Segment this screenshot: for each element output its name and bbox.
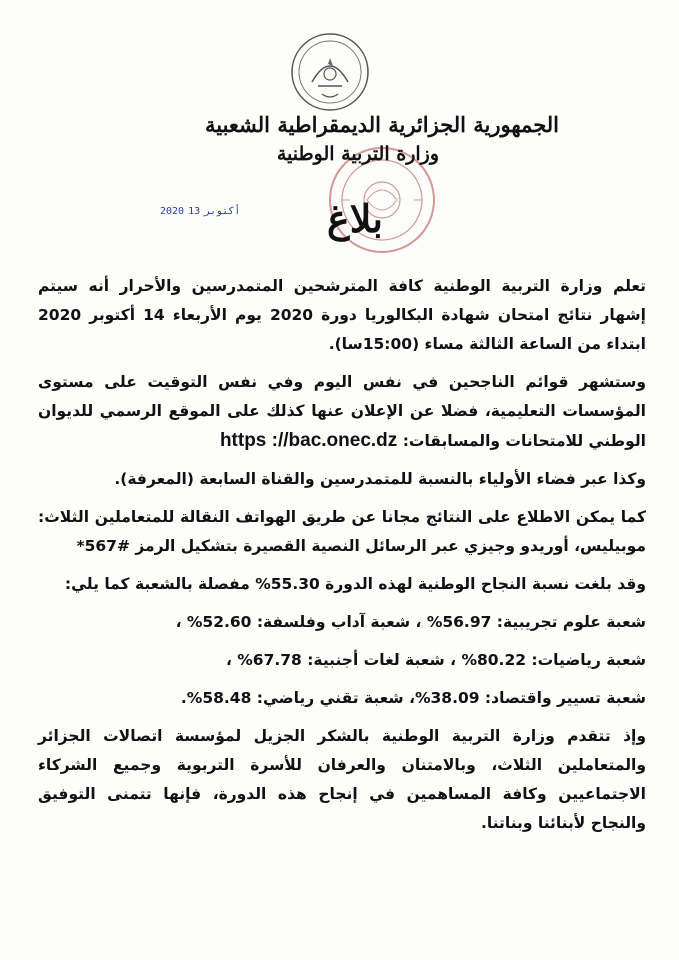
paragraph-sms: كما يمكن الاطلاع على النتائج مجانا عن طريق الهواتف النقالة للمتعاملين الثلاث: موبيليس، أوريدو وجيزي عبر الرسائل النصية القصيرة بتشكيل الرمز #567*	[38, 508, 646, 555]
page-title: بلاغ	[327, 196, 383, 241]
republic-title: الجمهورية الجزائرية الديمقراطية الشعبية	[204, 112, 559, 137]
date-month: أكتوبر	[204, 206, 241, 217]
stats-line-2: شعبة رياضيات: 80.22% ، شعبة لغات أجنبية: 67.78% ،	[225, 651, 646, 669]
ministry-title: وزارة التربية الوطنية	[276, 143, 439, 165]
date-year: 2020	[160, 206, 185, 217]
date-stamp	[160, 206, 250, 217]
paragraph-parents-space: وكذا عبر فضاء الأولياء بالنسبة للمتمدرسين والقناة السابعة (المعرفة).	[114, 470, 646, 488]
stats-line-3: شعبة تسيير واقتصاد: 38.09%، شعبة تقني رياضي: 58.48%.	[180, 689, 646, 707]
algeria-emblem-icon	[288, 30, 372, 114]
announcement-body	[38, 272, 646, 847]
date-day: 13	[188, 206, 201, 217]
stats-line-1: شعبة علوم تجريبية: 56.97% ، شعبة آداب وفلسفة: 52.60% ،	[175, 613, 646, 631]
paragraph-lists-publication	[38, 368, 646, 456]
paragraph-success-rate: وقد بلغت نسبة النجاح الوطنية لهذه الدورة 55.30% مفصلة بالشعبة كما يلي:	[64, 575, 646, 593]
onec-website-link[interactable]: https ://bac.onec.dz	[219, 430, 398, 451]
paragraph-lists-text: وستشهر قوائم الناجحين في نفس اليوم وفي نفس التوقيت على مستوى المؤسسات التعليمية، فضلا عن الإعلان عنها كذلك على الموقع الرسمي للديوان الوطني للامتحانات والمسابقات:	[38, 373, 646, 450]
paragraph-thanks: وإذ تتقدم وزارة التربية الوطنية بالشكر الجزيل لمؤسسة اتصالات الجزائر والمتعاملين الثلاث، وبالامتنان والعرفان للأسرة التربوية وجميع الشركاء الاجتماعيين وكافة المساهمين في إنجاح هذه الدورة، فإنها تتمنى التوفيق والنجاح لأبنائنا وبناتنا.	[38, 727, 646, 832]
paragraph-results-date: تعلم وزارة التربية الوطنية كافة المترشحين المتمدرسين والأحرار أنه سيتم إشهار نتائج امتحان شهادة البكالوريا دورة 2020 يوم الأربعاء 14 أكتوبر 2020 ابتداء من الساعة الثالثة مساء (15:00سا).	[38, 277, 646, 353]
